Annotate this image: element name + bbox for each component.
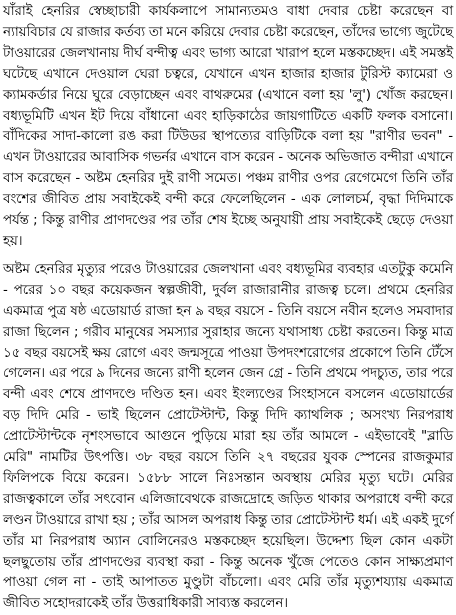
paragraph-after-henry: অষ্টম হেনরির মৃত্যুর পরেও টাওয়ারের জেলখানা এবং বধ্যভূমির ব্যবহার এতটুকু কমেনি - পরের ১০ বছর কয়েকজন স্বল্পজীবী, দুর্বল রাজারানীর রাজত্ব চলে। প্রথমে হেনরির একমাত্র পুত্র ষষ্ঠ এডোয়ার্ড রাজা হন ৯ বছর বয়সে - তিনি বয়সে নবীন হলেও সমবাদার রাজা ছিলেন ; গরীব মানুষের সমস্যার সুরাহার জন্যে যথাসাধ্য চেষ্টা করতেন। কিন্তু মাত্র ১৫ বছর বয়সেই ক্ষয় রোগে এবং জন্মসূত্রে পাওয়া উপদংশরোগের প্রকোপে তিনি টেঁসে গেলেন। এর পরে ৯ দিনের জন্যে রাণী হলেন জেন গ্রে - তিনি প্রথমে পদচ্যুত, তার পরে বন্দী এবং শেষে প্রাণদণ্ডে দণ্ডিত হন। এবং ইংল্যণ্ডের সিংহাসনে বসলেন এডোয়ার্ডের বড় দিদি মেরি - ভাই ছিলেন প্রোটেস্টান্ট, কিন্তু দিদি ক্যাথলিক ; অসংখ্য নিরপরাধ প্রোটেস্টান্টকে নৃশংসভাবে আগুনে পুড়িয়ে মারা হয় তাঁর আমলে - এইভাবেই "ব্লাডি মেরি" নামটির উৎপত্তি। ৩৮ বছর বয়সে তিনি ২৭ বছরের যুবক স্পেনের রাজকুমার ফিলিপকে বিয়ে করেন। ১৫৮৮ সালে নিঃসন্তান অবস্থায় মেরির মৃত্যু ঘটে। মেরির রাজত্বকালে তাঁর সৎবোন এলিজাবেথকে রাজদ্রোহে জড়িত থাকার অপরাধে বন্দী করে লণ্ডন টাওয়ারে রাখা হয় ; তাঁর আসল অপরাধ কিন্তু তার প্রোটেস্টান্ট ধর্ম। এই একই দুর্গে তাঁর মা নিরপরাধ অ্যান বোলিনেরও মস্তকচ্ছেদ হয়েছিল। উদ্দেশ্য ছিল কোন একটা ছলছুতোয় তাঁর প্রাণদণ্ডের ব্যবস্থা করা - কিন্তু অনেক খুঁজে পেতেও কোন সাক্ষ্যপ্রমাণ পাওয়া গেল না - তাই আপাতত মুণ্ডুটা বাঁচলো। এবং মেরি তাঁর মৃত্যুশয্যায় একমাত্র জীবিত সহোদরাকেই তাঁর উত্তরাধিকারী সাব্যস্ত করলেন। xyxy=(3,261,453,612)
paragraph-tower-history: যাঁরাই হেনরির স্বেচ্ছাচারী কার্যকলাপে সামান্যতমও বাধা দেবার চেষ্টা করেছেন বা ন্যায়বিচার যে রাজার কর্তব্য তা মনে করিয়ে দেবার চেষ্টা করেছেন, তাঁদের ভাগ্যে জুটেছে টাওয়ারের জেলখানায় দীর্ঘ বন্দীত্ব এবং ভাগ্য আরো খারাপ হলে মস্তকচ্ছেদ। এই সমস্তই ঘটেছে এখানে দেওয়াল ঘেরা চত্বরে, যেখানে এখন হাজার হাজার টুরিস্ট ক্যামেরা ও ক্যামকর্ডার নিয়ে ঘুরে বেড়াচ্ছেন এবং বাথরুমের (এখানে বলা হয় 'লু') খোঁজ করছেন। বধ্যভূমিটি এখন ইট দিয়ে বাঁধানো এবং হাড়িকাঠের জায়গাটিতে একটি ফলক বসানো। বাঁদিকের সাদা-কালো রঙ করা টিউডর স্থাপত্যের বাড়িটিকে বলা হয় "রাণীর ভবন" - এখন টাওয়ারের আবাসিক গভর্নর এখানে বাস করেন - অনেক অভিজাত বন্দীরা এখানে বাস করেছেন - অষ্টম হেনরির দুই রাণী সমেত। পঞ্চম রাণীর ওপর রেগেমেগে তিনি তাঁর বংশের জীবিত প্রায় সবাইকেই বন্দী করে ফেলেছিলেন - এক লোলচর্ম, বৃদ্ধা দিদিমাকে পর্যন্ত ; কিন্তু রাণীর প্রাণদণ্ডের পর তাঁর শেষ ইচ্ছে অনুযায়ী প্রায় সবাইকেই ছেড়ে দেওয়া হয়। xyxy=(3,4,453,249)
